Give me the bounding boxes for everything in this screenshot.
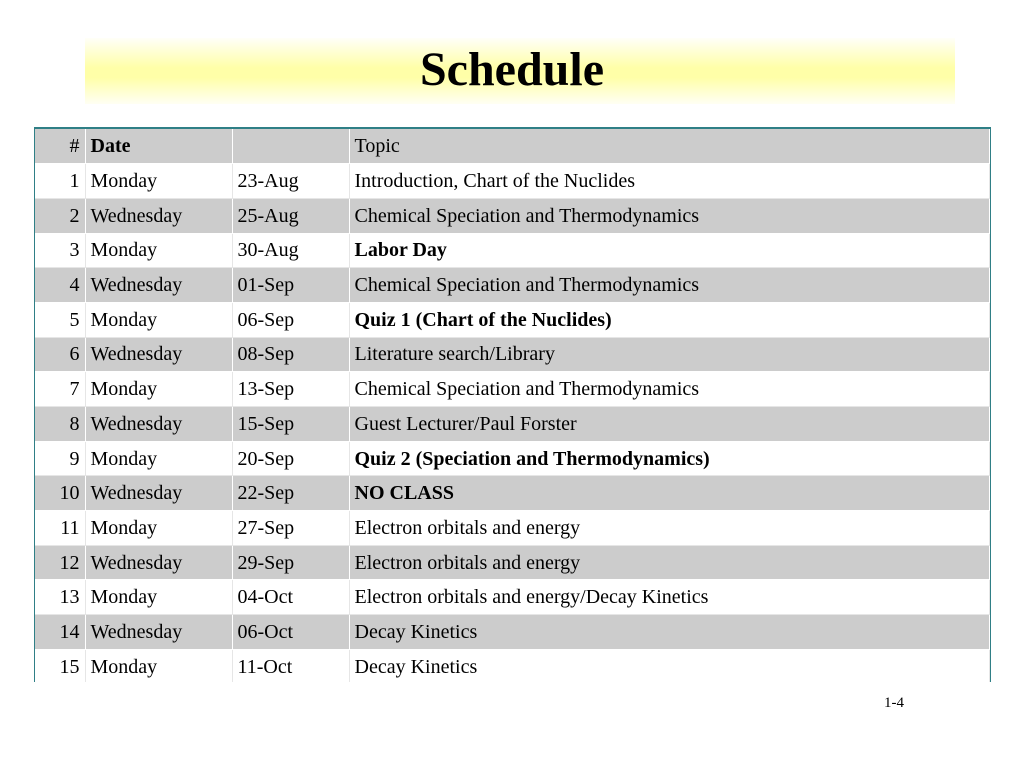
row-topic: Labor Day — [349, 233, 990, 268]
table-row — [35, 164, 990, 199]
header-num: # — [35, 129, 85, 164]
row-date: 29-Sep — [232, 545, 349, 580]
row-date: 25-Aug — [232, 198, 349, 233]
row-topic: Electron orbitals and energy — [349, 511, 990, 546]
row-day: Wednesday — [85, 268, 232, 303]
header-date: Date — [85, 129, 232, 164]
table-row — [35, 649, 990, 682]
row-day: Monday — [85, 580, 232, 615]
row-num: 1 — [35, 164, 85, 199]
table-row — [35, 476, 990, 511]
row-date: 11-Oct — [232, 649, 349, 682]
row-date: 27-Sep — [232, 511, 349, 546]
row-date: 22-Sep — [232, 476, 349, 511]
row-num: 13 — [35, 580, 85, 615]
row-topic: Quiz 1 (Chart of the Nuclides) — [349, 302, 990, 337]
row-date: 23-Aug — [232, 164, 349, 199]
row-topic: Electron orbitals and energy — [349, 545, 990, 580]
row-date: 08-Sep — [232, 337, 349, 372]
row-date: 20-Sep — [232, 441, 349, 476]
table-row — [35, 302, 990, 337]
row-date: 01-Sep — [232, 268, 349, 303]
row-day: Wednesday — [85, 337, 232, 372]
row-topic: Literature search/Library — [349, 337, 990, 372]
page-number: 1-4 — [884, 695, 904, 711]
table-row — [35, 337, 990, 372]
table-row — [35, 580, 990, 615]
row-day: Monday — [85, 649, 232, 682]
row-topic: Decay Kinetics — [349, 615, 990, 650]
row-day: Wednesday — [85, 545, 232, 580]
row-date: 15-Sep — [232, 407, 349, 442]
row-num: 15 — [35, 649, 85, 682]
row-day: Monday — [85, 164, 232, 199]
row-num: 6 — [35, 337, 85, 372]
row-date: 30-Aug — [232, 233, 349, 268]
row-num: 14 — [35, 615, 85, 650]
row-num: 11 — [35, 511, 85, 546]
row-num: 3 — [35, 233, 85, 268]
row-day: Wednesday — [85, 476, 232, 511]
header-blank — [232, 129, 349, 164]
row-num: 7 — [35, 372, 85, 407]
row-num: 12 — [35, 545, 85, 580]
table-row — [35, 441, 990, 476]
row-topic: Introduction, Chart of the Nuclides — [349, 164, 990, 199]
row-date: 13-Sep — [232, 372, 349, 407]
row-date: 06-Sep — [232, 302, 349, 337]
row-day: Wednesday — [85, 615, 232, 650]
table-row — [35, 372, 990, 407]
row-num: 2 — [35, 198, 85, 233]
row-date: 06-Oct — [232, 615, 349, 650]
slide-title: Schedule — [419, 43, 605, 96]
table-row — [35, 545, 990, 580]
row-num: 8 — [35, 407, 85, 442]
row-topic: Chemical Speciation and Thermodynamics — [349, 268, 990, 303]
row-topic: Chemical Speciation and Thermodynamics — [349, 198, 990, 233]
header-topic: Topic — [349, 129, 990, 164]
row-num: 10 — [35, 476, 85, 511]
row-day: Monday — [85, 372, 232, 407]
table-header-row — [35, 129, 990, 164]
schedule-table — [35, 129, 990, 682]
table-row — [35, 268, 990, 303]
table-row — [35, 233, 990, 268]
row-day: Monday — [85, 233, 232, 268]
row-day: Monday — [85, 441, 232, 476]
row-topic: Quiz 2 (Speciation and Thermodynamics) — [349, 441, 990, 476]
schedule-table-container — [34, 127, 991, 682]
table-row — [35, 407, 990, 442]
row-num: 9 — [35, 441, 85, 476]
table-row — [35, 615, 990, 650]
row-topic: Decay Kinetics — [349, 649, 990, 682]
row-day: Wednesday — [85, 407, 232, 442]
row-day: Monday — [85, 302, 232, 337]
row-topic: Chemical Speciation and Thermodynamics — [349, 372, 990, 407]
table-row — [35, 511, 990, 546]
row-topic: NO CLASS — [349, 476, 990, 511]
row-topic: Guest Lecturer/Paul Forster — [349, 407, 990, 442]
row-topic: Electron orbitals and energy/Decay Kinetics — [349, 580, 990, 615]
row-num: 5 — [35, 302, 85, 337]
row-num: 4 — [35, 268, 85, 303]
row-day: Wednesday — [85, 198, 232, 233]
row-date: 04-Oct — [232, 580, 349, 615]
table-row — [35, 198, 990, 233]
row-day: Monday — [85, 511, 232, 546]
